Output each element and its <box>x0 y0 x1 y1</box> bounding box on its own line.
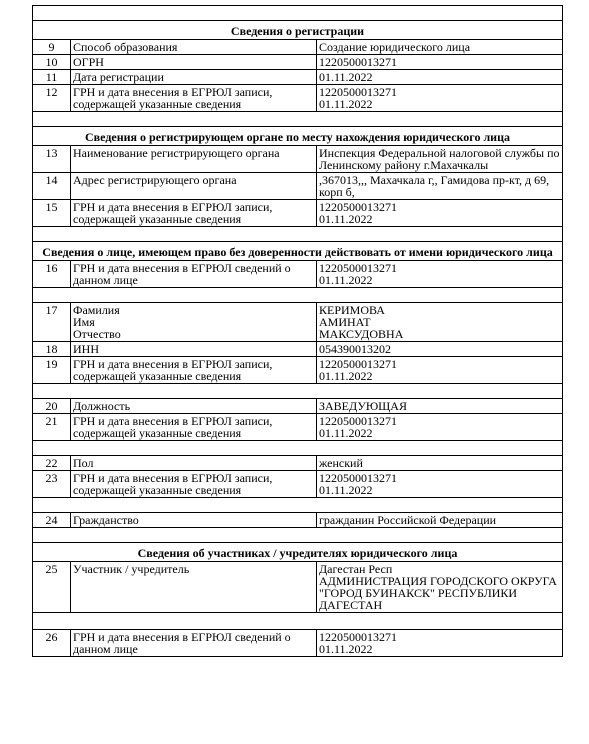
region-value: Дагестан Респ <box>319 562 393 576</box>
row-number: 21 <box>33 414 71 441</box>
table-row <box>33 200 563 227</box>
date-value: 01.11.2022 <box>319 212 373 226</box>
grn-value: 1220500013271 <box>319 471 397 485</box>
empty-row <box>33 288 563 303</box>
row-value <box>317 562 563 613</box>
date-value: 01.11.2022 <box>319 97 373 111</box>
row-number: 25 <box>33 562 71 613</box>
row-number: 15 <box>33 200 71 227</box>
table-row <box>33 399 563 414</box>
empty-row <box>33 6 563 21</box>
row-label: Пол <box>71 456 317 471</box>
row-label: Участник / учредитель <box>71 562 317 613</box>
row-number: 12 <box>33 85 71 112</box>
row-label: ГРН и дата внесения в ЕГРЮЛ записи, содержащей указанные сведения <box>71 200 317 227</box>
row-value: 054390013202 <box>317 342 563 357</box>
egrul-extract-sheet <box>32 5 562 657</box>
row-number: 11 <box>33 70 71 85</box>
row-number: 19 <box>33 357 71 384</box>
section-header-authority <box>33 127 563 146</box>
row-value <box>317 303 563 342</box>
table-row <box>33 146 563 173</box>
date-value: 01.11.2022 <box>319 483 373 497</box>
row-number: 24 <box>33 513 71 528</box>
date-value: 01.11.2022 <box>319 273 373 287</box>
row-value <box>317 471 563 498</box>
row-value <box>317 200 563 227</box>
empty-row <box>33 528 563 543</box>
table-row <box>33 173 563 200</box>
egrul-table <box>32 5 563 657</box>
row-label: ГРН и дата внесения в ЕГРЮЛ записи, содержащей указанные сведения <box>71 471 317 498</box>
row-value: ЗАВЕДУЮЩАЯ <box>317 399 563 414</box>
empty-row <box>33 112 563 127</box>
name-label: Имя <box>73 315 95 329</box>
section-header-registration <box>33 21 563 40</box>
empty-row <box>33 227 563 242</box>
row-label: ГРН и дата внесения в ЕГРЮЛ сведений о данном лице <box>71 630 317 657</box>
row-number: 17 <box>33 303 71 342</box>
section-title: Сведения о регистрирующем органе по месту нахождения юридического лица <box>33 127 563 146</box>
row-number: 13 <box>33 146 71 173</box>
grn-value: 1220500013271 <box>319 200 397 214</box>
row-value: ,367013,,, Махачкала г,, Гамидова пр-кт, д 69, корп б, <box>317 173 563 200</box>
row-label: ГРН и дата внесения в ЕГРЮЛ записи, содержащей указанные сведения <box>71 414 317 441</box>
row-value: 1220500013271 <box>317 55 563 70</box>
table-row <box>33 456 563 471</box>
row-label <box>71 303 317 342</box>
row-value: гражданин Российской Федерации <box>317 513 563 528</box>
row-value <box>317 630 563 657</box>
section-title: Сведения об участниках / учредителях юридического лица <box>33 543 563 562</box>
row-number: 20 <box>33 399 71 414</box>
surname-value: КЕРИМОВА <box>319 303 385 317</box>
row-number: 9 <box>33 40 71 55</box>
date-value: 01.11.2022 <box>319 369 373 383</box>
table-row <box>33 85 563 112</box>
empty-row <box>33 384 563 399</box>
section-title: Сведения о лице, имеющем право без доверенности действовать от имени юридического лица <box>33 242 563 261</box>
table-row <box>33 562 563 613</box>
row-value <box>317 414 563 441</box>
table-row <box>33 55 563 70</box>
table-row <box>33 70 563 85</box>
table-row <box>33 40 563 55</box>
row-number: 10 <box>33 55 71 70</box>
row-value: Инспекция Федеральной налоговой службы по Ленинскому району г.Махачкалы <box>317 146 563 173</box>
row-value <box>317 261 563 288</box>
table-row <box>33 471 563 498</box>
row-number: 14 <box>33 173 71 200</box>
row-label: ОГРН <box>71 55 317 70</box>
date-value: 01.11.2022 <box>319 642 373 656</box>
section-title: Сведения о регистрации <box>33 21 563 40</box>
row-number: 18 <box>33 342 71 357</box>
patronymic-value: МАКСУДОВНА <box>319 327 404 341</box>
row-label: ИНН <box>71 342 317 357</box>
grn-value: 1220500013271 <box>319 261 397 275</box>
row-value: 01.11.2022 <box>317 70 563 85</box>
patronymic-label: Отчество <box>73 327 121 341</box>
row-label: Дата регистрации <box>71 70 317 85</box>
empty-row <box>33 613 563 630</box>
row-value: женский <box>317 456 563 471</box>
founder-name-value: АДМИНИСТРАЦИЯ ГОРОДСКОГО ОКРУГА "ГОРОД БУИНАКСК" РЕСПУБЛИКИ ДАГЕСТАН <box>319 574 557 612</box>
grn-value: 1220500013271 <box>319 85 397 99</box>
surname-label: Фамилия <box>73 303 120 317</box>
row-number: 16 <box>33 261 71 288</box>
empty-row <box>33 498 563 513</box>
empty-row <box>33 441 563 456</box>
grn-value: 1220500013271 <box>319 414 397 428</box>
table-row <box>33 303 563 342</box>
table-row <box>33 342 563 357</box>
row-value <box>317 357 563 384</box>
row-label: Наименование регистрирующего органа <box>71 146 317 173</box>
row-value <box>317 85 563 112</box>
section-header-director <box>33 242 563 261</box>
table-row <box>33 513 563 528</box>
row-label: Должность <box>71 399 317 414</box>
row-number: 22 <box>33 456 71 471</box>
grn-value: 1220500013271 <box>319 630 397 644</box>
row-label: Адрес регистрирующего органа <box>71 173 317 200</box>
row-label: Способ образования <box>71 40 317 55</box>
table-row <box>33 630 563 657</box>
name-value: АМИНАТ <box>319 315 371 329</box>
date-value: 01.11.2022 <box>319 426 373 440</box>
row-number: 26 <box>33 630 71 657</box>
table-row <box>33 357 563 384</box>
row-label: ГРН и дата внесения в ЕГРЮЛ записи, содержащей указанные сведения <box>71 357 317 384</box>
table-row <box>33 261 563 288</box>
row-label: ГРН и дата внесения в ЕГРЮЛ сведений о данном лице <box>71 261 317 288</box>
section-header-founders <box>33 543 563 562</box>
row-number: 23 <box>33 471 71 498</box>
row-value: Создание юридического лица <box>317 40 563 55</box>
row-label: Гражданство <box>71 513 317 528</box>
grn-value: 1220500013271 <box>319 357 397 371</box>
table-row <box>33 414 563 441</box>
row-label: ГРН и дата внесения в ЕГРЮЛ записи, содержащей указанные сведения <box>71 85 317 112</box>
